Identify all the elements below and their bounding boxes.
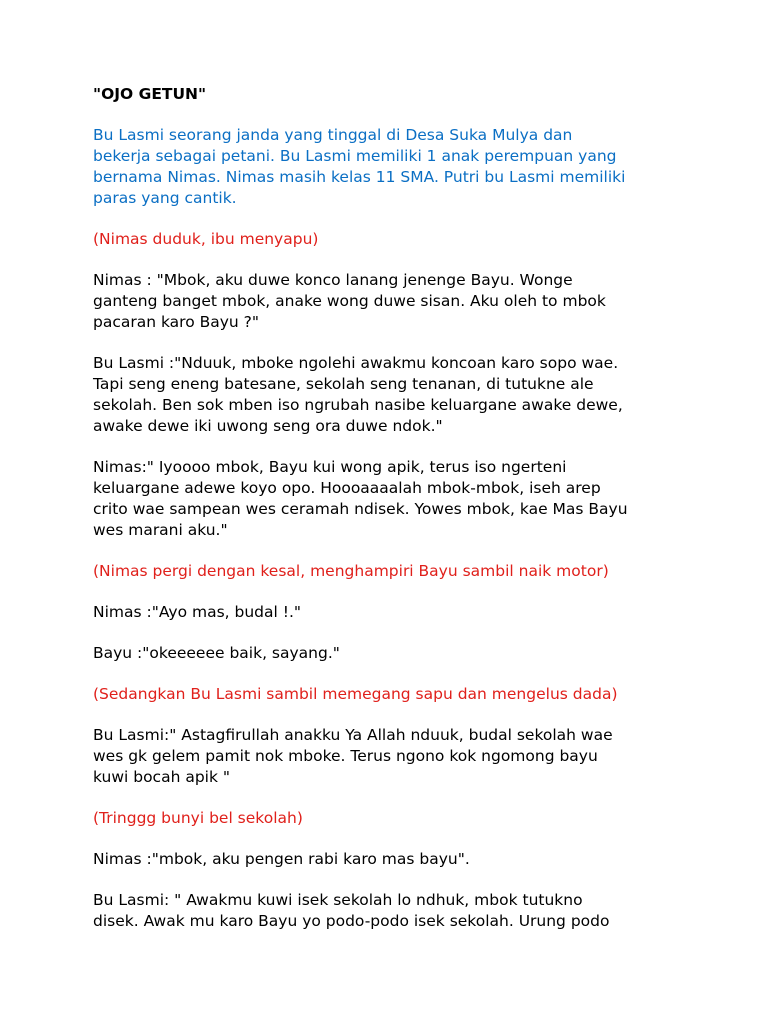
- text-line: awake dewe iki uwong seng ora duwe ndok.": [93, 417, 443, 435]
- document-title: "OJO GETUN": [93, 85, 207, 103]
- text-line: kuwi bocah apik ": [93, 768, 231, 786]
- text-line: Nimas:" Iyoooo mbok, Bayu kui wong apik, terus iso ngerteni: [93, 458, 567, 476]
- narration-paragraph: [93, 125, 693, 209]
- stage-paragraph: [93, 684, 693, 705]
- text-line: disek. Awak mu karo Bayu yo podo-podo isek sekolah. Urung podo: [93, 912, 610, 930]
- text-line: keluargane adewe koyo opo. Hoooaaaalah mbok-mbok, iseh arep: [93, 479, 601, 497]
- text-line: Bu Lasmi:" Astagfirullah anakku Ya Allah nduuk, budal sekolah wae: [93, 726, 613, 744]
- text-line: Bu Lasmi seorang janda yang tinggal di Desa Suka Mulya dan: [93, 126, 573, 144]
- text-line: bernama Nimas. Nimas masih kelas 11 SMA. Putri bu Lasmi memiliki: [93, 168, 626, 186]
- stage-paragraph: [93, 229, 693, 250]
- text-line: (Nimas pergi dengan kesal, menghampiri Bayu sambil naik motor): [93, 562, 609, 580]
- text-line: Tapi seng eneng batesane, sekolah seng tenanan, di tutukne ale: [93, 375, 594, 393]
- document-page: [93, 84, 693, 952]
- dialogue-paragraph: [93, 602, 693, 623]
- text-line: bekerja sebagai petani. Bu Lasmi memiliki 1 anak perempuan yang: [93, 147, 617, 165]
- text-line: (Nimas duduk, ibu menyapu): [93, 230, 319, 248]
- text-line: Bayu :"okeeeeee baik, sayang.": [93, 644, 340, 662]
- stage-paragraph: [93, 561, 693, 582]
- dialogue-paragraph: [93, 270, 693, 333]
- text-line: pacaran karo Bayu ?": [93, 313, 260, 331]
- text-line: Bu Lasmi :"Nduuk, mboke ngolehi awakmu koncoan karo sopo wae.: [93, 354, 619, 372]
- text-line: (Tringgg bunyi bel sekolah): [93, 809, 303, 827]
- document-body: [93, 125, 693, 932]
- text-line: ganteng banget mbok, anake wong duwe sisan. Aku oleh to mbok: [93, 292, 606, 310]
- text-line: (Sedangkan Bu Lasmi sambil memegang sapu dan mengelus dada): [93, 685, 618, 703]
- dialogue-paragraph: [93, 643, 693, 664]
- text-line: Nimas : "Mbok, aku duwe konco lanang jenenge Bayu. Wonge: [93, 271, 573, 289]
- dialogue-paragraph: [93, 353, 693, 437]
- dialogue-paragraph: [93, 849, 693, 870]
- stage-paragraph: [93, 808, 693, 829]
- text-line: Nimas :"mbok, aku pengen rabi karo mas bayu".: [93, 850, 470, 868]
- dialogue-paragraph: [93, 725, 693, 788]
- text-line: sekolah. Ben sok mben iso ngrubah nasibe keluargane awake dewe,: [93, 396, 623, 414]
- text-line: Bu Lasmi: " Awakmu kuwi isek sekolah lo ndhuk, mbok tutukno: [93, 891, 583, 909]
- text-line: Nimas :"Ayo mas, budal !.": [93, 603, 302, 621]
- dialogue-paragraph: [93, 457, 693, 541]
- text-line: wes marani aku.": [93, 521, 228, 539]
- text-line: paras yang cantik.: [93, 189, 237, 207]
- text-line: crito wae sampean wes ceramah ndisek. Yowes mbok, kae Mas Bayu: [93, 500, 628, 518]
- text-line: wes gk gelem pamit nok mboke. Terus ngono kok ngomong bayu: [93, 747, 598, 765]
- dialogue-paragraph: [93, 890, 693, 932]
